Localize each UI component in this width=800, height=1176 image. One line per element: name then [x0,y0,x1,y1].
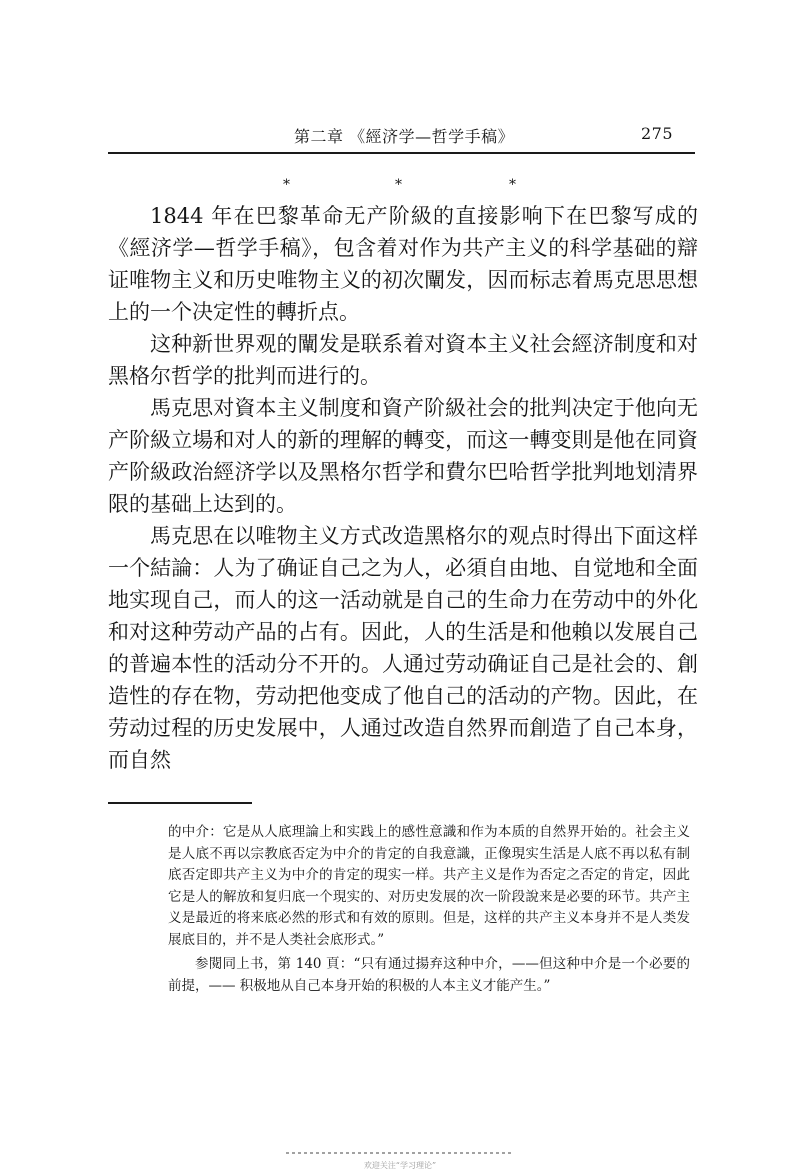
footnote-rule [108,802,252,804]
paragraph: 这种新世界观的闡发是联系着对資本主义社会經济制度和对黑格尔哲学的批判而进行的。 [108,332,698,388]
paragraph: 馬克思在以唯物主义方式改造黑格尔的观点时得出下面这样一个結論：人为了确证自己之为人，必須自由地、自觉地和全面地实现自己，而人的这一活动就是自己的生命力在劳动中的外化和对这种劳动产品的占有。因此，人的生活是和他賴以发展自己的普遍本性的活动分不开的。人通过劳动确证自己是社会的、創造性的存在物，劳动把他变成了他自己的活动的产物。因此，在劳动过程的历史发展中，人通过改造自然界而創造了自己本身，而自然 [108,524,698,772]
separator-star: * [509,177,516,193]
footnotes [168,822,690,997]
header-rule [108,152,695,154]
chapter-title: 第二章 《經济学—哲学手稿》 [294,127,515,146]
separator-star: * [395,177,402,193]
paragraph: 1844 年在巴黎革命无产阶級的直接影响下在巴黎写成的《經济学—哲学手稿》，包含着对作为共产主义的科学基础的辯证唯物主义和历史唯物主义的初次闡发，因而标志着馬克思思想上的一个决定性的轉折点。 [108,204,698,324]
paragraph: 馬克思对資本主义制度和資产阶級社会的批判决定于他向无产阶級立場和对人的新的理解的轉变，而这一轉变則是他在同資产阶級政治經济学以及黑格尔哲学和費尔巴哈哲学批判地划清界限的基础上达到的。 [108,396,698,516]
watermark: 欢迎关注“学习理论” [363,1161,437,1170]
section-separator [283,178,523,194]
running-header [108,118,695,152]
footnote-reference: 参閱同上书，第 140 頁：“只有通过揚弃这种中介，——但这种中介是一个必要的前提，—— 积极地从自己本身开始的积极的人本主义才能产生。” [168,956,690,994]
scan-artifact [286,1152,514,1154]
body-text [108,200,698,776]
separator-star: * [283,177,290,193]
page-number: 275 [641,124,674,143]
footnote-continuation: 的中介：它是从人底理論上和实践上的感性意識和作为本质的自然界开始的。社会主义是人底不再以宗教底否定为中介的肯定的自我意識，正像現实生活是人底不再以私有制底否定即共产主义为中介的肯定的現实一样。共产主义是作为否定之否定的肯定，因此它是人的解放和复归底一个現实的、对历史发展的次一阶段說来是必要的环节。共产主义是最近的将来底必然的形式和有效的原則。但是，这样的共产主义本身并不是人类发展底目的，并不是人类社会底形式。” [168,824,690,948]
